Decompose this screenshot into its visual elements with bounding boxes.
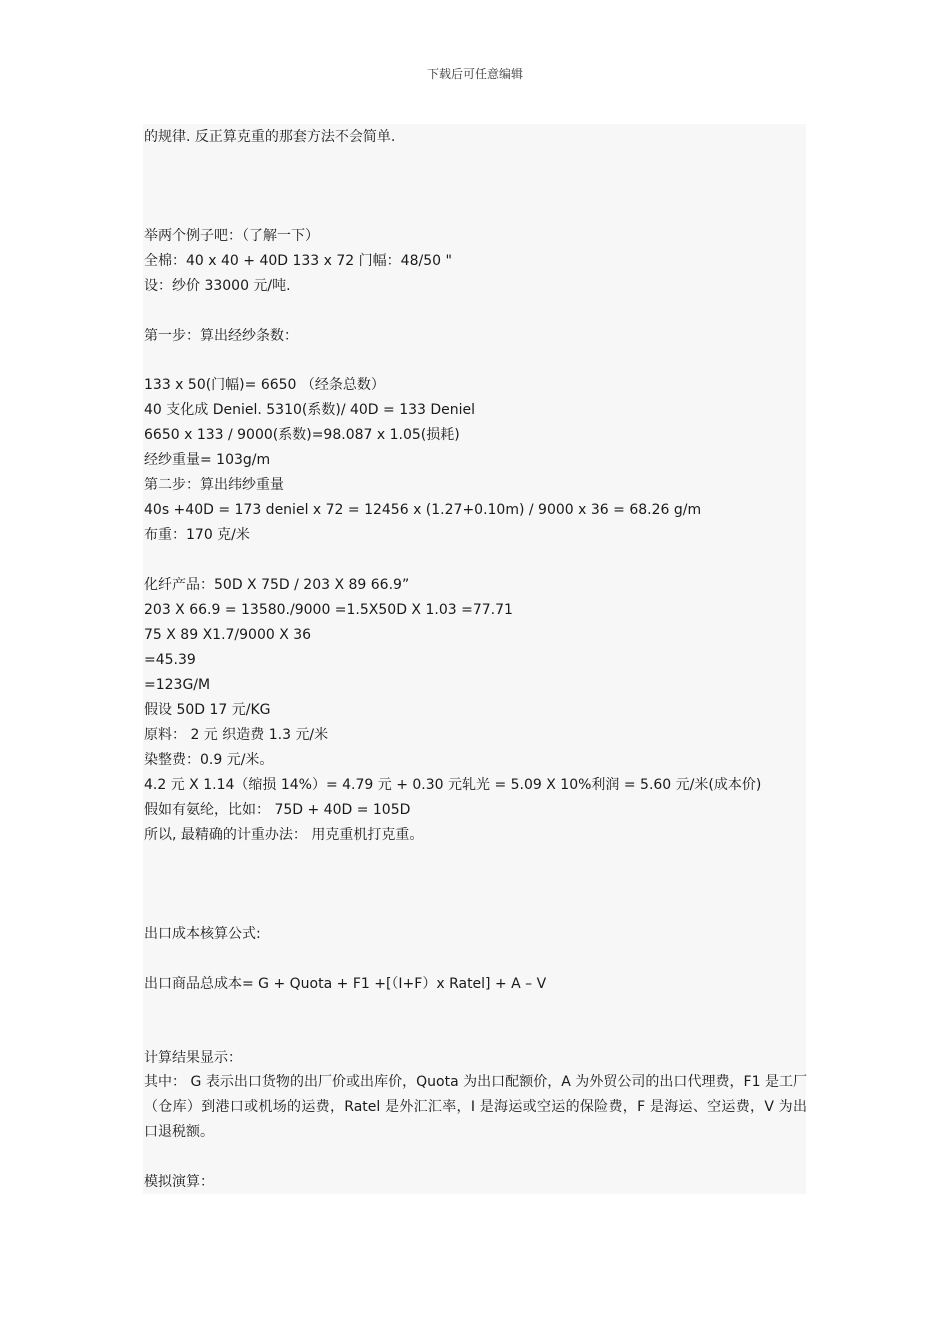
text-line: 的规律. 反正算克重的那套方法不会简单. <box>144 129 396 145</box>
text-line: 40 支化成 Deniel. 5310(系数)/ 40D = 133 Deniel <box>144 402 476 418</box>
text-line: 40s +40D = 173 deniel x 72 = 12456 x (1.27+0.10m) / 9000 x 36 = 68.26 g/m <box>144 502 702 518</box>
text-line: 75 X 89 X1.7/9000 X 36 <box>144 627 312 643</box>
text-line: 经纱重量= 103g/m <box>144 452 271 468</box>
text-line: 原料： 2 元 织造费 1.3 元/米 <box>144 727 329 743</box>
text-line: 染整费：0.9 元/米。 <box>144 752 274 768</box>
text-line: 203 X 66.9 = 13580./9000 =1.5X50D X 1.03 =77.71 <box>144 602 513 618</box>
text-line: 6650 x 133 / 9000(系数)=98.087 x 1.05(损耗) <box>144 427 460 443</box>
text-line: 第二步：算出纬纱重量 <box>144 477 284 493</box>
text-line: =45.39 <box>144 652 196 668</box>
text-line: 布重：170 克/米 <box>144 527 250 543</box>
text-line: 133 x 50(门幅)= 6650 （经条总数） <box>144 377 385 393</box>
text-line: 化纤产品：50D X 75D / 203 X 89 66.9” <box>144 577 410 593</box>
definition-paragraph: 其中： G 表示出口货物的出厂价或出库价，Quota 为出口配额价，A 为外贸公司的出口代理费，F1 是工厂（仓库）到港口或机场的运费，Ratel 是外汇汇率，I 是海运或空运的保险费，F 是海运、空运费，V 为出口退税额。 <box>144 1074 807 1140</box>
text-line: 设：纱价 33000 元/吨. <box>144 278 291 294</box>
formula-line: 出口商品总成本= G + Quota + F1 +[（I+F）x Ratel] + A – V <box>144 976 547 992</box>
text-line: =123G/M <box>144 677 211 693</box>
document-body <box>143 124 806 1194</box>
page-header: 下载后可任意编辑 <box>426 67 523 81</box>
text-line: 第一步：算出经纱条数： <box>144 328 298 344</box>
text-line: 计算结果显示： <box>144 1050 242 1066</box>
text-line: 所以, 最精确的计重办法： 用克重机打克重。 <box>144 827 424 843</box>
text-line: 模拟演算： <box>144 1174 214 1190</box>
text-line: 4.2 元 X 1.14（缩损 14%）= 4.79 元 + 0.30 元轧光 = 5.09 X 10%利润 = 5.60 元/米(成本价) <box>144 777 762 793</box>
section-heading: 出口成本核算公式: <box>144 926 261 942</box>
text-line: 全棉：40 x 40 + 40D 133 x 72 门幅：48/50 " <box>144 253 452 269</box>
text-line: 假如有氨纶，比如： 75D + 40D = 105D <box>144 802 411 818</box>
text-line: 举两个例子吧：（了解一下） <box>144 228 319 244</box>
text-line: 假设 50D 17 元/KG <box>144 702 271 718</box>
